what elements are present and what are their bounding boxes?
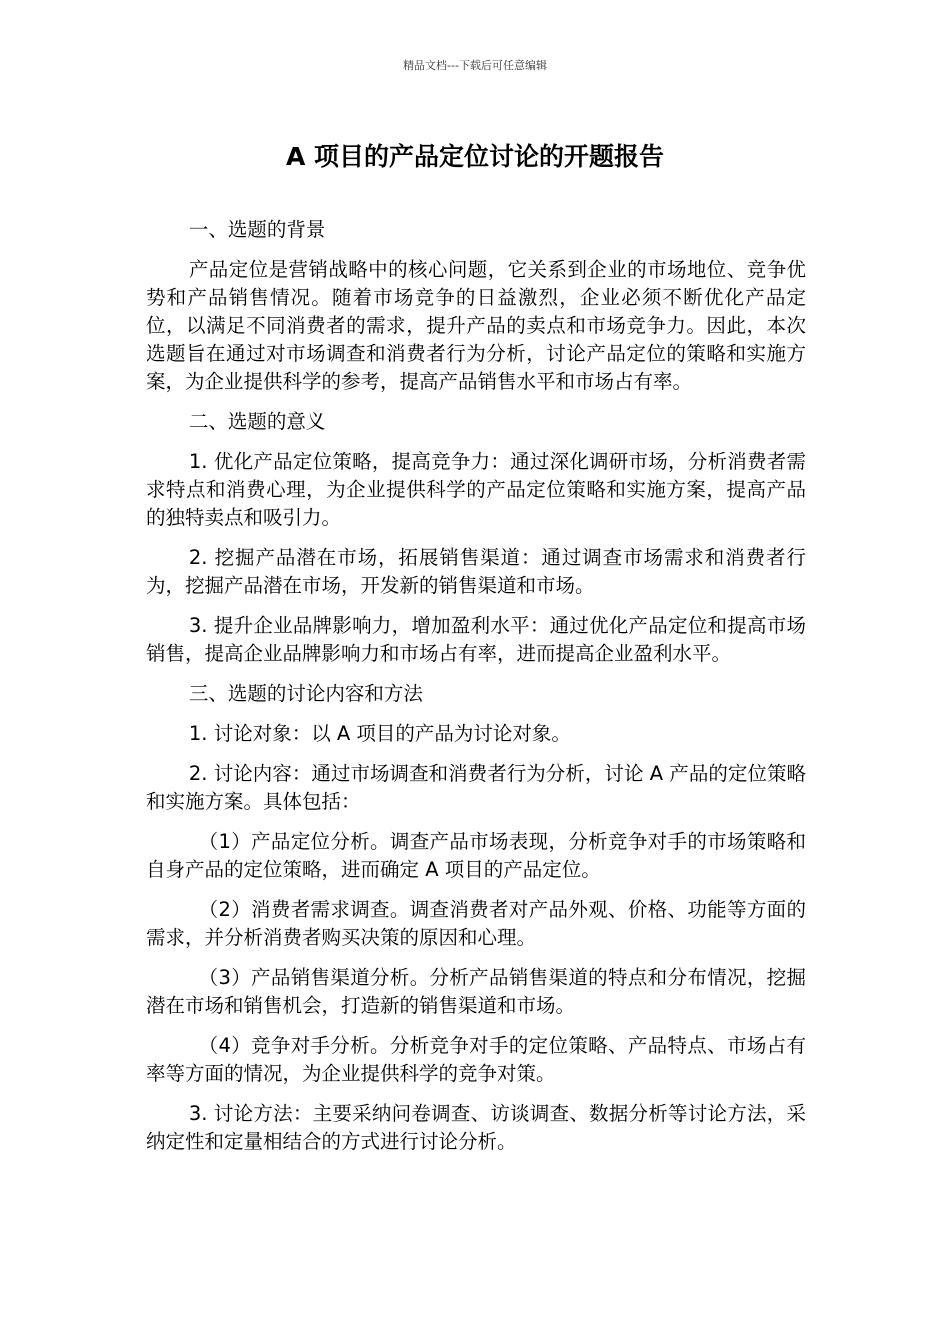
section-heading-significance: 二、选题的意义 — [188, 410, 326, 433]
background-paragraph: 产品定位是营销战略中的核心问题，它关系到企业的市场地位、竞争优势和产品销售情况。随着市场竞争的日益激烈，企业必须不断优化产品定位，以满足不同消费者的需求，提升产品的卖点和市场竞争力。因此，本次选题旨在通过对市场调查和消费者行为分析，讨论产品定位的策略和实施方案，为企业提供科学的参考，提高产品销售水平和市场占有率。 — [146, 258, 806, 393]
content-subitem-2: （2）消费者需求调查。调查消费者对产品外观、价格、功能等方面的需求，并分析消费者购买决策的原因和心理。 — [146, 898, 806, 949]
significance-item-1: 1. 优化产品定位策略，提高竞争力：通过深化调研市场，分析消费者需求特点和消费心理，为企业提供科学的产品定位策略和实施方案，提高产品的独特卖点和吸引力。 — [146, 450, 806, 529]
significance-item-3: 3. 提升企业品牌影响力，增加盈利水平：通过优化产品定位和提高市场销售，提高企业品牌影响力和市场占有率，进而提高企业盈利水平。 — [146, 614, 806, 665]
section-heading-content-methods: 三、选题的讨论内容和方法 — [188, 682, 423, 705]
content-subitem-3: （3）产品销售渠道分析。分析产品销售渠道的特点和分布情况，挖掘潜在市场和销售机会，打造新的销售渠道和市场。 — [146, 966, 806, 1017]
research-method-paragraph: 3. 讨论方法：主要采纳问卷调查、访谈调查、数据分析等讨论方法，采纳定性和定量相结合的方式进行讨论分析。 — [146, 1102, 806, 1153]
content-subitem-4: （4）竞争对手分析。分析竞争对手的定位策略、产品特点、市场占有率等方面的情况，为企业提供科学的竞争对策。 — [146, 1034, 806, 1085]
research-object-paragraph: 1. 讨论对象：以 A 项目的产品为讨论对象。 — [188, 722, 571, 745]
significance-item-2: 2. 挖掘产品潜在市场，拓展销售渠道：通过调查市场需求和消费者行为，挖掘产品潜在市场，开发新的销售渠道和市场。 — [146, 546, 806, 597]
page-header-watermark: 精品文档---下载后可任意编辑 — [403, 59, 547, 72]
section-heading-background: 一、选题的背景 — [188, 218, 326, 241]
document-title: A 项目的产品定位讨论的开题报告 — [285, 142, 665, 171]
research-content-paragraph: 2. 讨论内容：通过市场调查和消费者行为分析，讨论 A 产品的定位策略和实施方案。具体包括： — [146, 762, 806, 813]
content-subitem-1: （1）产品定位分析。调查产品市场表现，分析竞争对手的市场策略和自身产品的定位策略，进而确定 A 项目的产品定位。 — [146, 830, 806, 881]
document-body — [146, 216, 806, 1168]
